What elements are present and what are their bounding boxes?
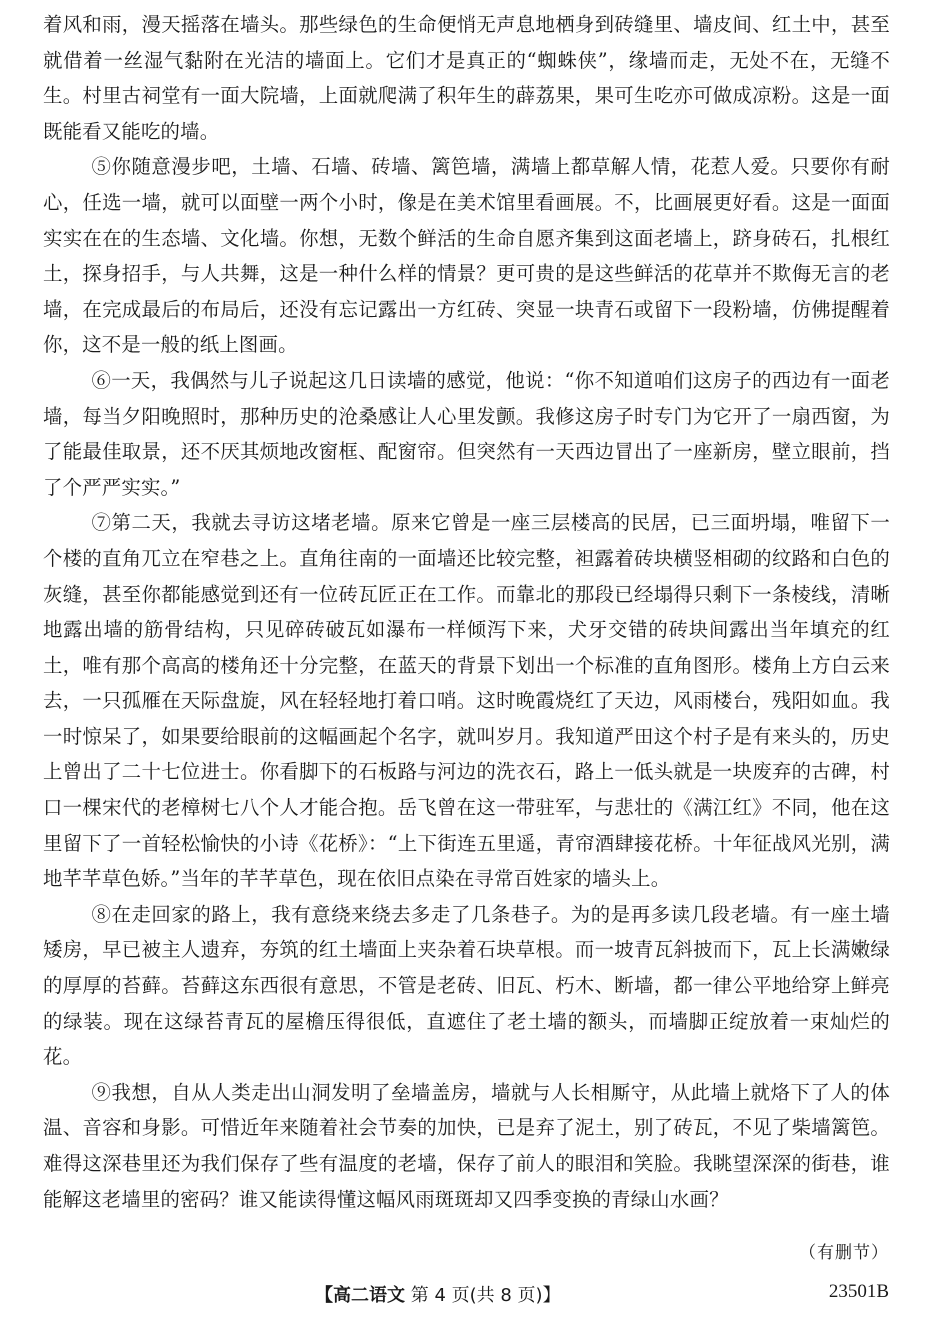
footer-page-label [315, 1281, 561, 1307]
paragraph-6: ⑥一天，我偶然与儿子说起这几日读墙的感觉，他说：“你不知道咱们这房子的西边有一面老墙，每当夕阳晚照时，那种历史的沧桑感让人心里发颤。我修这房子时专门为它开了一扇西窗，为了能最佳取景，还不厌其烦地改窗框、配窗帘。但突然有一天西边冒出了一座新房，壁立眼前，挡了个严严实实。” [43, 368, 890, 499]
paragraph-9: ⑨我想，自从人类走出山洞发明了垒墙盖房，墙就与人长相厮守，从此墙上就烙下了人的体温、音容和身影。可惜近年来随着社会节奏的加快，已是弃了泥土，别了砖瓦，不见了柴墙篱笆。难得这深巷里还为我们保存了些有温度的老墙，保存了前人的眼泪和笑脸。我眺望深深的街巷，谁能解这老墙里的密码？谁又能读得懂这幅风雨斑斑却又四季变换的青绿山水画？ [43, 1080, 890, 1211]
article-body [43, 0, 890, 1217]
footer-subject: 【高二语文 [315, 1285, 405, 1306]
page-footer [0, 1281, 929, 1309]
paragraph-5: ⑤你随意漫步吧，土墙、石墙、砖墙、篱笆墙，满墙上都草解人情，花惹人爱。只要你有耐心，任选一墙，就可以面壁一两个小时，像是在美术馆里看画展。不，比画展更好看。这是一面面实实在在的生态墙、文化墙。你想，无数个鲜活的生命自愿齐集到这面老墙上，跻身砖石，扎根红土，探身招手，与人共舞，这是一种什么样的情景？更可贵的是这些鲜活的花草并不欺侮无言的老墙，在完成最后的布局后，还没有忘记露出一方红砖、突显一块青石或留下一段粉墙，仿佛提醒着你，这不是一般的纸上图画。 [43, 155, 890, 357]
abridged-note: （有删节） [799, 1243, 889, 1263]
paragraph-8: ⑧在走回家的路上，我有意绕来绕去多走了几条巷子。为的是再多读几段老墙。有一座土墙矮房，早已被主人遗弃，夯筑的红土墙面上夹杂着石块草根。而一坡青瓦斜披而下，瓦上长满嫩绿的厚厚的苔藓。苔藓这东西很有意思，不管是老砖、旧瓦、朽木、断墙，都一律公平地给穿上鲜亮的绿装。现在这绿苔青瓦的屋檐压得很低，直遮住了老土墙的额头，而墙脚正绽放着一束灿烂的花。 [43, 902, 890, 1069]
footer-page-info: 第 4 页(共 8 页)】 [410, 1285, 561, 1306]
footer-exam-code: 23501B [828, 1281, 889, 1302]
paragraph-7: ⑦第二天，我就去寻访这堵老墙。原来它曾是一座三层楼高的民居，已三面坍塌，唯留下一个楼的直角兀立在窄巷之上。直角往南的一面墙还比较完整，袒露着砖块横竖相砌的纹路和白色的灰缝，甚至你都能感觉到还有一位砖瓦匠正在工作。而靠北的那段已经塌得只剩下一条棱线，清晰地露出墙的筋骨结构，只见碎砖破瓦如瀑布一样倾泻下来，犬牙交错的砖块间露出当年填充的红土，唯有那个高高的楼角还十分完整，在蓝天的背景下划出一个标准的直角图形。楼角上方白云来去，一只孤雁在天际盘旋，风在轻轻地打着口哨。这时晚霞烧红了天边，风雨楼台，残阳如血。我一时惊呆了，如果要给眼前的这幅画起个名字，就叫岁月。我知道严田这个村子是有来头的，历史上曾出了二十七位进士。你看脚下的石板路与河边的洗衣石，路上一低头就是一块废弃的古碑，村口一棵宋代的老樟树七八个人才能合抱。岳飞曾在这一带驻军，与悲壮的《满江红》不同，他在这里留下了一首轻松愉快的小诗《花桥》：“上下街连五里遥，青帘酒肆接花桥。十年征战风光别，满地芊芊草色娇。”当年的芊芊草色，现在依旧点染在寻常百姓家的墙头上。 [43, 511, 890, 891]
paragraph-continuation: 着风和雨，漫天摇落在墙头。那些绿色的生命便悄无声息地栖身到砖缝里、墙皮间、红土中，甚至就借着一丝湿气黏附在光洁的墙面上。它们才是真正的“蜘蛛侠”，缘墙而走，无处不在，无缝不生。村里古祠堂有一面大院墙，上面就爬满了积年生的薜荔果，果可生吃亦可做成凉粉。这是一面既能看又能吃的墙。 [43, 13, 890, 143]
